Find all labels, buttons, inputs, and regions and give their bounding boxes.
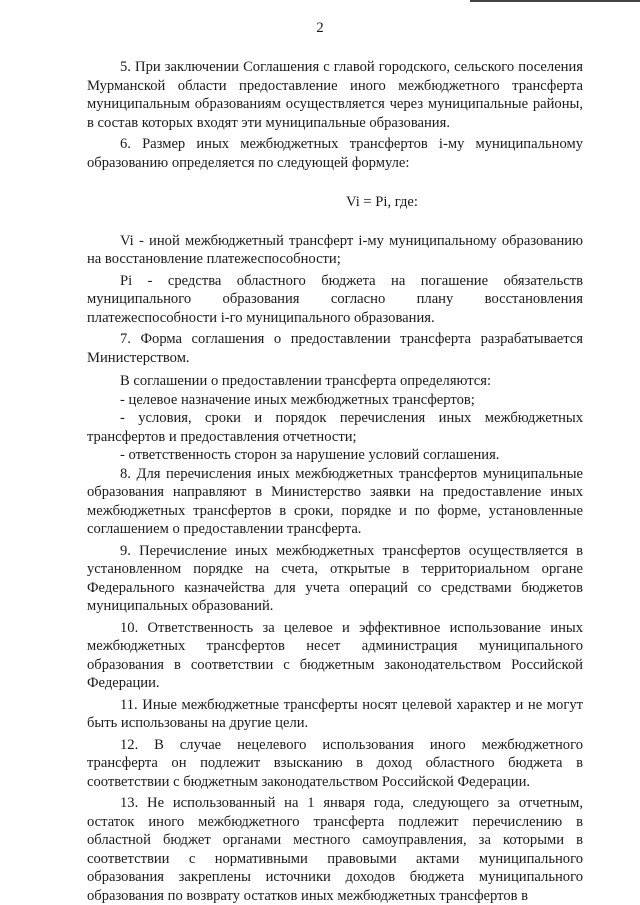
top-rule [470,0,640,2]
definition-pi: Pi - средства областного бюджета на погашение обязательств муниципального образования согласно плану восстановления платежеспособности i-го муниципального образования. [87,272,583,326]
paragraph-10: 10. Ответственность за целевое и эффективное использование иных межбюджетных трансфертов несет администрация муниципального образования в соответствии с бюджетным законодательством Российской Федерации. [87,619,583,691]
paragraph-11: 11. Иные межбюджетные трансферты носят целевой характер и не могут быть использованы на другие цели. [87,696,583,731]
agreement-item-3: - ответственность сторон за нарушение условий соглашения. [120,447,500,463]
paragraph-6: 6. Размер иных межбюджетных трансфертов i-му муниципальному образованию определяется по следующей формуле: [87,136,583,171]
paragraph-9: 9. Перечисление иных межбюджетных трансфертов осуществляется в установленном порядке на счета, открытые в территориальном органе Федерального казначейства для учета операций со средствами бюджетов муниципальных образований. [87,542,583,614]
paragraph-5: 5. При заключении Соглашения с главой городского, сельского поселения Мурманской области предоставление иного межбюджетного трансферта муниципальным образованиям осуществляется через муниципальные районы, в состав которых входят эти муниципальные образования. [87,59,583,131]
document-body [87,58,583,905]
page-number: 2 [316,20,324,36]
paragraph-12: 12. В случае нецелевого использования иного межбюджетного трансферта он подлежит взысканию в доход областного бюджета в соответствии с бюджетным законодательством Российской Федерации. [87,736,583,790]
paragraph-13: 13. Не использованный на 1 января года, следующего за отчетным, остаток иного межбюджетного трансферта подлежит перечислению в областной бюджет органами местного самоуправления, за которыми в соответствии с нормативными правовыми актами муниципального образования закреплены источники доходов бюджета муниципального образования по возврату остатков иных межбюджетных трансфертов в [87,795,583,904]
formula: Vi = Pi, где: [346,194,418,210]
definition-vi: Vi - иной межбюджетный трансферт i-му муниципальному образованию на восстановление платежеспособности; [87,232,583,267]
paragraph-8: 8. Для перечисления иных межбюджетных трансфертов муниципальные образования направляют в Министерство заявки на предоставление иных межбюджетных трансфертов в сроки, порядке и по форме, установленные соглашением о предоставлении трансферта. [87,465,583,537]
agreement-intro: В соглашении о предоставлении трансферта определяются: [120,373,492,389]
agreement-item-1: - целевое назначение иных межбюджетных трансфертов; [120,391,475,408]
paragraph-7: 7. Форма соглашения о предоставлении трансферта разрабатывается Министерством. [87,331,583,366]
agreement-item-2: - условия, сроки и порядок перечисления иных межбюджетных трансфертов и предоставления отчетности; [87,410,583,445]
